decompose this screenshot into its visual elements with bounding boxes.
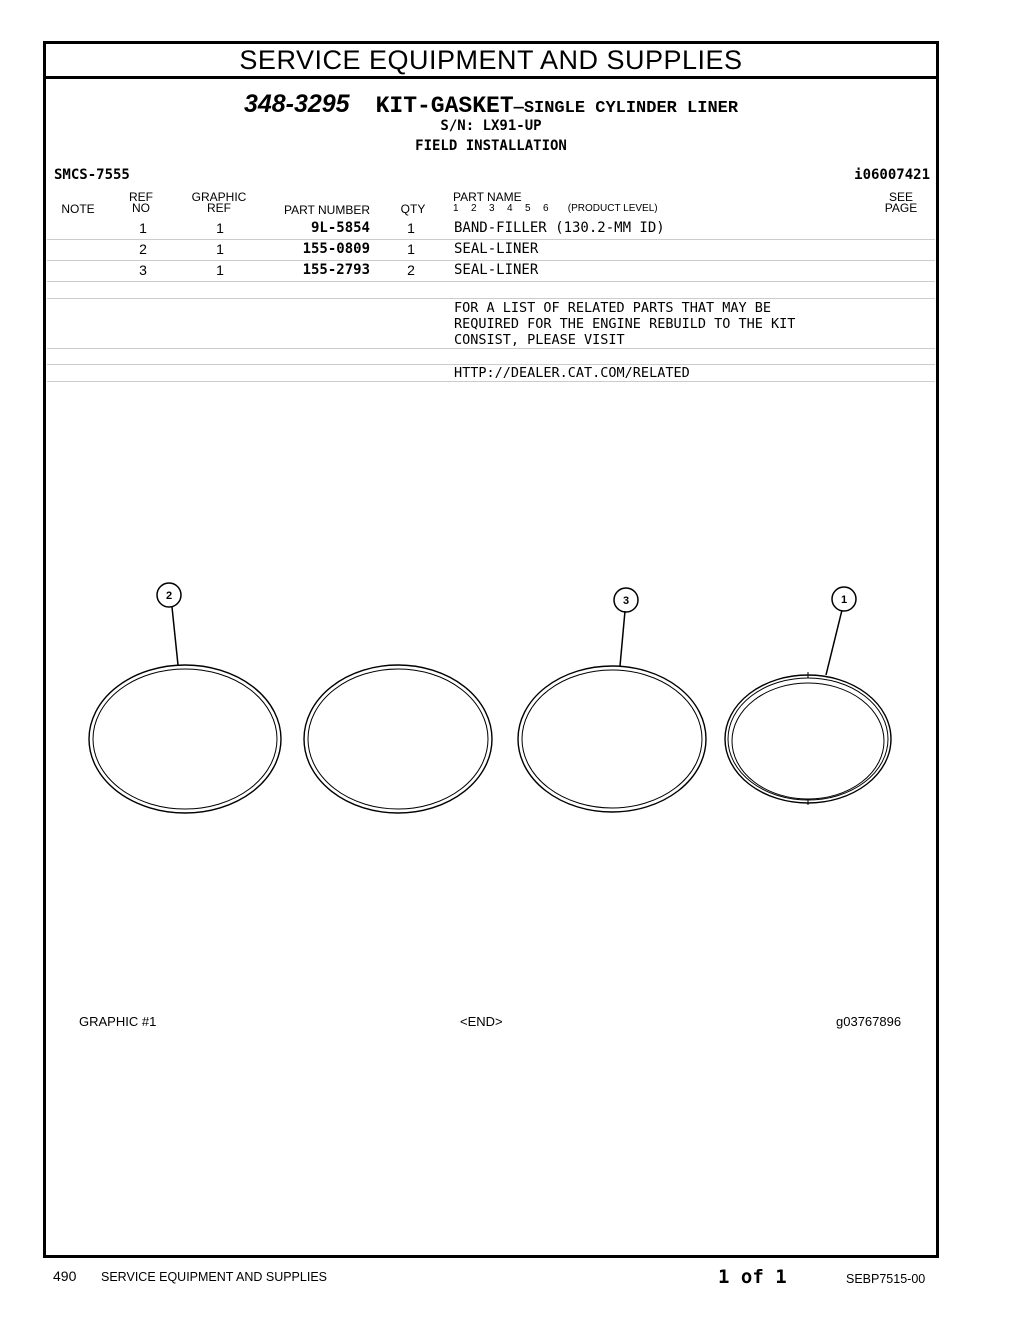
part-name: SEAL-LINER [454, 262, 539, 278]
band-filler-ring-1 [725, 672, 891, 805]
callout-label: 3 [622, 595, 630, 607]
section-title: SERVICE EQUIPMENT AND SUPPLIES [46, 44, 936, 79]
table-row: 1 1 9L-5854 1 BAND-FILLER (130.2-MM ID) [47, 219, 935, 240]
serial-number: S/N: LX91-UP [440, 118, 542, 134]
header-see-page: SEE PAGE [884, 190, 918, 215]
header-qty: QTY [400, 202, 426, 216]
page-frame [43, 41, 939, 1258]
graphic-id: g03767896 [836, 1014, 902, 1029]
kit-number: 348-3295 [243, 90, 350, 118]
part-number: 9L-5854 [310, 220, 370, 236]
page-number: 490 [53, 1268, 77, 1284]
table-row: 2 1 155-0809 1 SEAL-LINER [47, 240, 935, 261]
parts-illustration [46, 44, 936, 1255]
footer-section: SERVICE EQUIPMENT AND SUPPLIES [101, 1270, 327, 1284]
leader-line [172, 607, 178, 665]
header-part-name: PART NAME [453, 190, 522, 204]
kit-description: —SINGLE CYLINDER LINER [513, 99, 739, 118]
graphic-label: GRAPHIC #1 [79, 1014, 157, 1029]
part-number: 155-2793 [302, 262, 370, 278]
related-parts-url: HTTP://DEALER.CAT.COM/RELATED [454, 365, 690, 381]
page-of: 1 of 1 [718, 1266, 787, 1288]
seal-liner-ring-3b [304, 665, 492, 813]
kit-name: KIT-GASKET [375, 93, 514, 119]
header-part-number: PART NUMBER [283, 203, 370, 217]
leader-line [620, 611, 625, 666]
product-level-digits: 1 2 3 4 5 6 (PRODUCT LEVEL) [453, 203, 658, 214]
end-marker: <END> [460, 1014, 503, 1029]
header-ref-no: REF NO [129, 190, 153, 215]
seal-liner-ring-2 [89, 665, 281, 813]
callout-label: 1 [840, 594, 848, 606]
callout-label: 2 [165, 590, 173, 602]
doc-id: SEBP7515-00 [846, 1272, 926, 1286]
header-note: NOTE [61, 202, 95, 216]
header-graphic-ref: GRAPHIC REF [191, 190, 247, 215]
leader-line [826, 610, 842, 675]
seal-liner-ring-3 [518, 666, 706, 812]
smcs-code: SMCS-7555 [54, 167, 130, 183]
part-name: SEAL-LINER [454, 241, 539, 257]
document-ident: i06007421 [854, 167, 930, 183]
part-name: BAND-FILLER (130.2-MM ID) [454, 220, 665, 236]
part-number: 155-0809 [302, 241, 370, 257]
table-row: 3 1 155-2793 2 SEAL-LINER [47, 261, 935, 282]
related-parts-note: FOR A LIST OF RELATED PARTS THAT MAY BE REQUIRED FOR THE ENGINE REBUILD TO THE KIT CONSIST, PLEASE VISIT [454, 300, 796, 348]
installation-type: FIELD INSTALLATION [415, 138, 567, 154]
